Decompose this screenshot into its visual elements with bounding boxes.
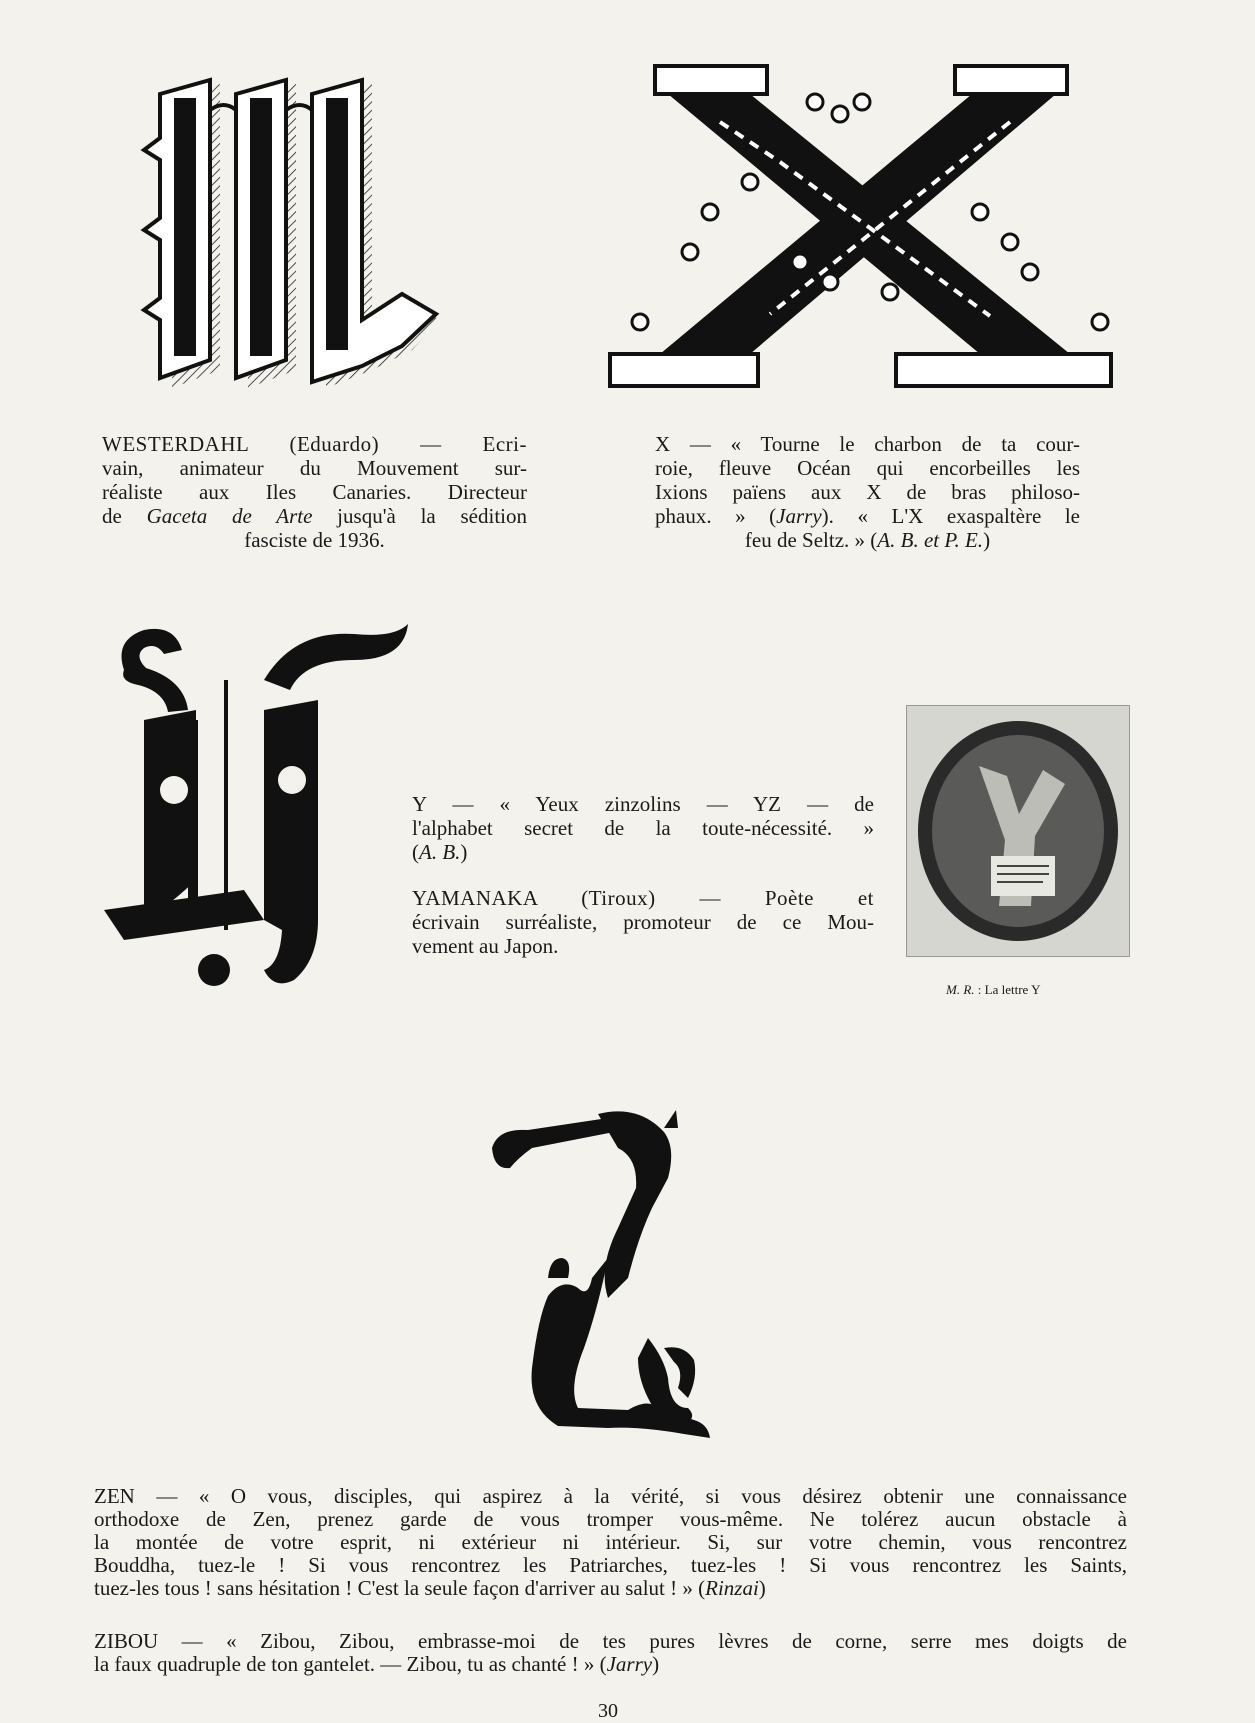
entry-yamanaka-line-1: YAMANAKA (Tiroux) — Poète et	[412, 886, 874, 910]
entry-x-line-2: roie, fleuve Océan qui encorbeilles les	[655, 456, 1080, 480]
entry-yamanaka-line-2: écrivain surréaliste, promoteur de ce Mou-	[412, 910, 874, 934]
entry-y-line-3	[412, 840, 874, 864]
entry-x-line-3: Ixions païens aux X de bras philoso-	[655, 480, 1080, 504]
author-jarry: Jarry	[776, 504, 822, 528]
photo-caption	[946, 982, 1040, 998]
entry-x-line-5-head: feu de Seltz. » (	[744, 528, 878, 552]
entry-zen-line-1: ZEN — « O vous, disciples, qui aspirez à la vérité, si vous désirez obtenir une connaissance	[94, 1484, 1127, 1508]
entry-westerdahl-line-1: WESTERDAHL (Eduardo) — Ecri-	[102, 432, 527, 456]
entry-x	[655, 432, 1080, 552]
entry-zibou-line-1: ZIBOU — « Zibou, Zibou, embrasse-moi de tes pures lèvres de corne, serre mes doigts de	[94, 1629, 1127, 1653]
entry-y-line-3-tail: )	[460, 840, 468, 864]
entry-westerdahl-line-5: fasciste de 1936.	[244, 528, 385, 552]
entry-zibou-line-2-head: la faux quadruple de ton gantelet. — Zibou, tu as chanté ! » (	[94, 1652, 607, 1676]
entry-westerdahl-line-4-head: de	[102, 504, 147, 528]
entry-zen-line-5	[94, 1577, 1127, 1600]
entry-y-line-3-head: (	[412, 840, 419, 864]
entry-zen-line-5-head: tuez-les tous ! sans hésitation ! C'est la seule façon d'arriver au salut ! » (	[94, 1576, 706, 1600]
entry-westerdahl-line-4	[102, 504, 527, 528]
entry-yamanaka-line-3: vement au Japon.	[412, 934, 559, 958]
author-rinzai: Rinzai	[705, 1576, 759, 1600]
entry-zen-line-5-tail: )	[758, 1576, 766, 1600]
entry-x-line-4	[655, 504, 1080, 528]
entry-x-line-5-tail: )	[983, 528, 991, 552]
page-number: 30	[598, 1700, 618, 1722]
entry-westerdahl	[102, 432, 527, 552]
entry-zibou-line-2-tail: )	[652, 1652, 660, 1676]
author-ab: A. B.	[419, 840, 461, 864]
gothic-letter-w-icon	[140, 70, 460, 400]
entry-x-line-4-tail: ). « L'X exaspaltère le	[821, 504, 1080, 528]
author-ab-pe: A. B. et P. E.	[877, 528, 984, 552]
photo-caption-text: : La lettre Y	[974, 982, 1041, 997]
entry-y-line-2: l'alphabet secret de la toute-nécessité. »	[412, 816, 874, 840]
gothic-letter-y-icon	[104, 620, 414, 990]
photo-caption-author: M. R.	[946, 982, 975, 997]
photo-letter-y	[906, 705, 1130, 957]
entry-zen	[94, 1485, 1127, 1600]
entry-zibou-line-2	[94, 1653, 1127, 1676]
entry-x-line-4-head: phaux. » (	[655, 504, 777, 528]
entry-westerdahl-line-4-tail: jusqu'à la sédition	[312, 504, 527, 528]
entry-westerdahl-line-2: vain, animateur du Mouvement sur-	[102, 456, 527, 480]
entry-x-line-1: X — « Tourne le charbon de ta cour-	[655, 432, 1080, 456]
entry-zibou	[94, 1630, 1127, 1676]
entry-yamanaka	[412, 886, 874, 958]
figurative-letter-z-icon	[488, 1108, 736, 1442]
ornamental-letter-x-icon	[600, 62, 1130, 392]
photo-letter-y-image	[907, 706, 1129, 956]
journal-title: Gaceta de Arte	[146, 504, 313, 528]
entry-zen-line-4: Bouddha, tuez-le ! Si vous rencontrez les Patriarches, tuez-les ! Si vous rencontrez les Saints,	[94, 1553, 1127, 1577]
entry-x-line-5	[655, 528, 1080, 552]
entry-zen-line-3: la montée de votre esprit, ni extérieur ni intérieur. Si, sur votre chemin, vous rencontrez	[94, 1530, 1127, 1554]
author-jarry-2: Jarry	[606, 1652, 653, 1676]
entry-westerdahl-line-3: réaliste aux Iles Canaries. Directeur	[102, 480, 527, 504]
entry-y	[412, 792, 874, 864]
entry-zen-line-2: orthodoxe de Zen, prenez garde de vous tromper vous-même. Ne tolérez aucun obstacle à	[94, 1507, 1127, 1531]
entry-y-line-1: Y — « Yeux zinzolins — YZ — de	[412, 792, 874, 816]
